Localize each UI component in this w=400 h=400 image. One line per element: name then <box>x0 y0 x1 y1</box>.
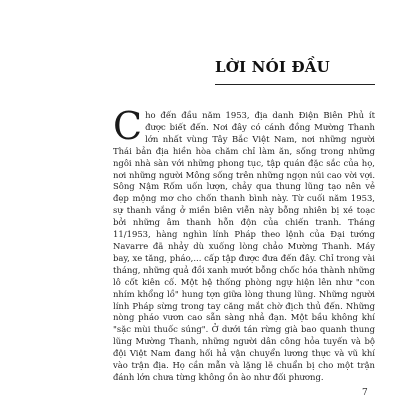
chapter-heading <box>215 58 375 85</box>
title-underline <box>215 84 375 85</box>
drop-cap: C <box>113 104 143 148</box>
paragraph-text: ho đến đầu năm 1953, địa danh Điện Biên Phủ ít được biết đến. Nơi đây có cánh đồng Mường Thanh lớn nhất vùng Tây Bắc Việt Nam, nơi những người Thái bản địa hiền hòa chăm chỉ làm ăn, sống trong những ngôi nhà sàn với những phong tục, tập quán đặc sắc của họ, nơi những người Mông sống trên những ngọn núi cao vời vợi. Sông Nậm Rốm uốn lượn, chảy qua thung lũng tạo nên vẻ đẹp mộng mơ cho chốn thanh bình này. Từ cuối năm 1953, sự thanh vắng ở miền biên viễn này bỗng nhiên bị xé toạc bởi những âm thanh hỗn độn của chiến tranh. Tháng 11/1953, hàng nghìn lính Pháp theo lệnh của Đại tướng Navarre đã nhảy dù xuống lòng chảo Mường Thanh. Máy bay, xe tăng, pháo,... cấp tập được đưa đến đây. Chỉ trong vài tháng, những quả đồi xanh mướt bỗng chốc hóa thành những lô cốt kiên cố. Một hệ thống phòng ngự hiện lên như "con nhím khổng lồ" hung tợn giữa lòng thung lũng. Những người lính Pháp sừng trong tay căng mắt chờ địch thủ đến. Những nòng pháo vươn cao sẵn sàng nhả đạn. Một bầu không khí "sặc mùi thuốc súng". Ở dưới tán rừng già bao quanh thung lũng Mường Thanh, những người dân công hỏa tuyến và bộ đội Việt Nam đang hối hả vận chuyển lương thực và vũ khí vào trận địa. Họ cần mẫn và lặng lẽ chuẩn bị cho một trận đánh lớn chưa từng không ồn ào như đối phương. <box>113 110 375 382</box>
body-paragraph <box>113 104 375 384</box>
page-number: 7 <box>362 388 368 398</box>
chapter-title: LỜI NÓI ĐẦU <box>215 58 330 76</box>
